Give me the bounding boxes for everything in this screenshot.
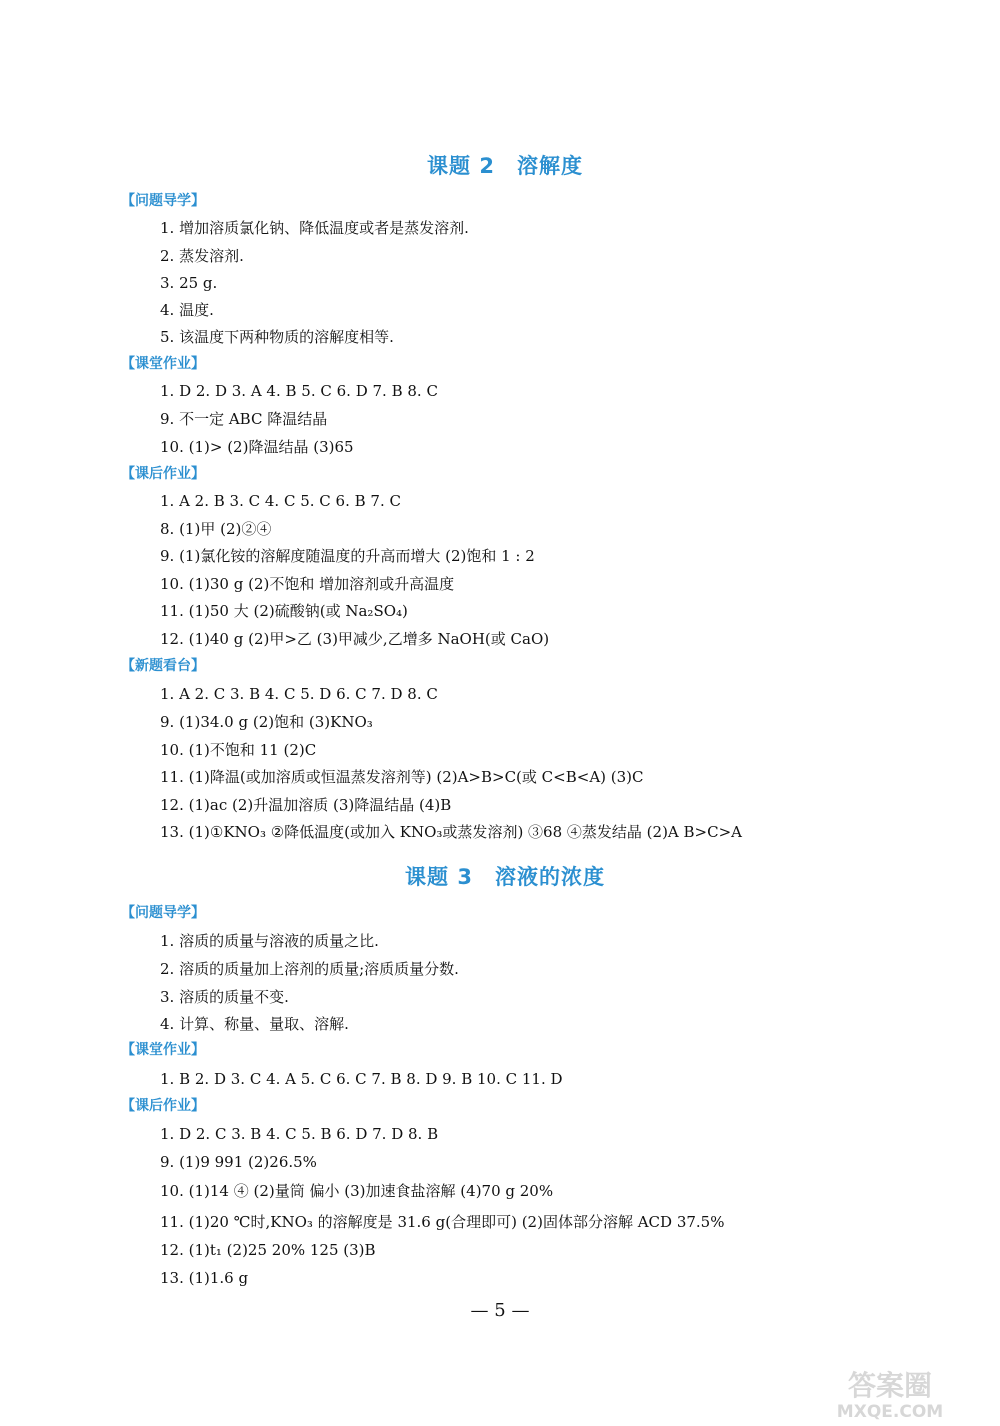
answer-line: 1. 溶质的质量与溶液的质量之比.	[160, 932, 379, 950]
answer-line: 1. D 2. D 3. A 4. B 5. C 6. D 7. B 8. C	[160, 382, 438, 400]
page-number: — 5 —	[470, 1300, 530, 1321]
group-tag: 【课堂作业】	[121, 1042, 205, 1058]
answer-line: 11. (1)50 大 (2)硫酸钠(或 Na₂SO₄)	[160, 602, 408, 620]
group-tag: 【课后作业】	[121, 1098, 205, 1114]
answer-line: 13. (1)1.6 g	[160, 1269, 249, 1287]
answer-line: 2. 溶质的质量加上溶剂的质量;溶质质量分数.	[160, 960, 459, 978]
answer-line: 10. (1)14 ④ (2)量筒 偏小 (3)加速食盐溶解 (4)70 g 20%	[160, 1182, 554, 1200]
section-title	[0, 150, 1000, 180]
answer-line: 12. (1)40 g (2)甲>乙 (3)甲减少,乙增多 NaOH(或 CaO)	[160, 630, 550, 648]
section-heading: 溶液的浓度	[494, 865, 605, 889]
answer-line: 11. (1)20 ℃时,KNO₃ 的溶解度是 31.6 g(合理即可) (2)固体部分溶解 ACD 37.5%	[160, 1213, 725, 1231]
answer-line: 12. (1)t₁ (2)25 20% 125 (3)B	[160, 1241, 376, 1259]
answer-line: 1. A 2. B 3. C 4. C 5. C 6. B 7. C	[160, 492, 401, 510]
answer-line: 8. (1)甲 (2)②④	[160, 520, 272, 538]
watermark-url: MXQE.COM	[836, 1402, 944, 1420]
answer-line: 4. 计算、称量、量取、溶解.	[160, 1015, 349, 1033]
answer-line: 1. 增加溶质氯化钠、降低温度或者是蒸发溶剂.	[160, 219, 469, 237]
answer-line: 9. (1)9 991 (2)26.5%	[160, 1153, 317, 1171]
answer-line: 4. 温度.	[160, 301, 214, 319]
answer-line: 1. D 2. C 3. B 4. C 5. B 6. D 7. D 8. B	[160, 1125, 439, 1143]
watermark-logo	[810, 1365, 970, 1420]
answer-line: 9. (1)34.0 g (2)饱和 (3)KNO₃	[160, 713, 373, 731]
answer-line: 10. (1)不饱和 11 (2)C	[160, 741, 317, 759]
answer-line: 1. A 2. C 3. B 4. C 5. D 6. C 7. D 8. C	[160, 685, 438, 703]
answer-line: 9. 不一定 ABC 降温结晶	[160, 410, 328, 428]
group-tag: 【问题导学】	[121, 193, 205, 209]
watermark-title: 答案圈	[847, 1369, 933, 1402]
answer-line: 10. (1)> (2)降温结晶 (3)65	[160, 438, 354, 456]
section-heading: 溶解度	[516, 154, 583, 178]
answer-line: 1. B 2. D 3. C 4. A 5. C 6. C 7. B 8. D 9. B 10. C 11. D	[160, 1070, 563, 1088]
answer-line: 3. 溶质的质量不变.	[160, 988, 289, 1006]
answer-line: 12. (1)ac (2)升温加溶质 (3)降温结晶 (4)B	[160, 796, 452, 814]
answer-line: 11. (1)降温(或加溶质或恒温蒸发溶剂等) (2)A>B>C(或 C<B<A) (3)C	[160, 768, 644, 786]
section-number: 课题 2	[427, 154, 495, 178]
answer-line: 9. (1)氯化铵的溶解度随温度的升高而增大 (2)饱和 1 : 2	[160, 547, 535, 565]
section-number: 课题 3	[405, 865, 473, 889]
group-tag: 【课后作业】	[121, 466, 205, 482]
group-tag: 【新题看台】	[121, 658, 205, 674]
group-tag: 【问题导学】	[121, 905, 205, 921]
answer-line: 10. (1)30 g (2)不饱和 增加溶剂或升高温度	[160, 575, 455, 593]
answer-line: 2. 蒸发溶剂.	[160, 247, 244, 265]
group-tag: 【课堂作业】	[121, 356, 205, 372]
answer-line: 13. (1)①KNO₃ ②降低温度(或加入 KNO₃或蒸发溶剂) ③68 ④蒸发结晶 (2)A B>C>A	[160, 823, 742, 841]
answer-line: 3. 25 g.	[160, 274, 218, 292]
section-title	[0, 861, 1000, 891]
answer-line: 5. 该温度下两种物质的溶解度相等.	[160, 328, 394, 346]
